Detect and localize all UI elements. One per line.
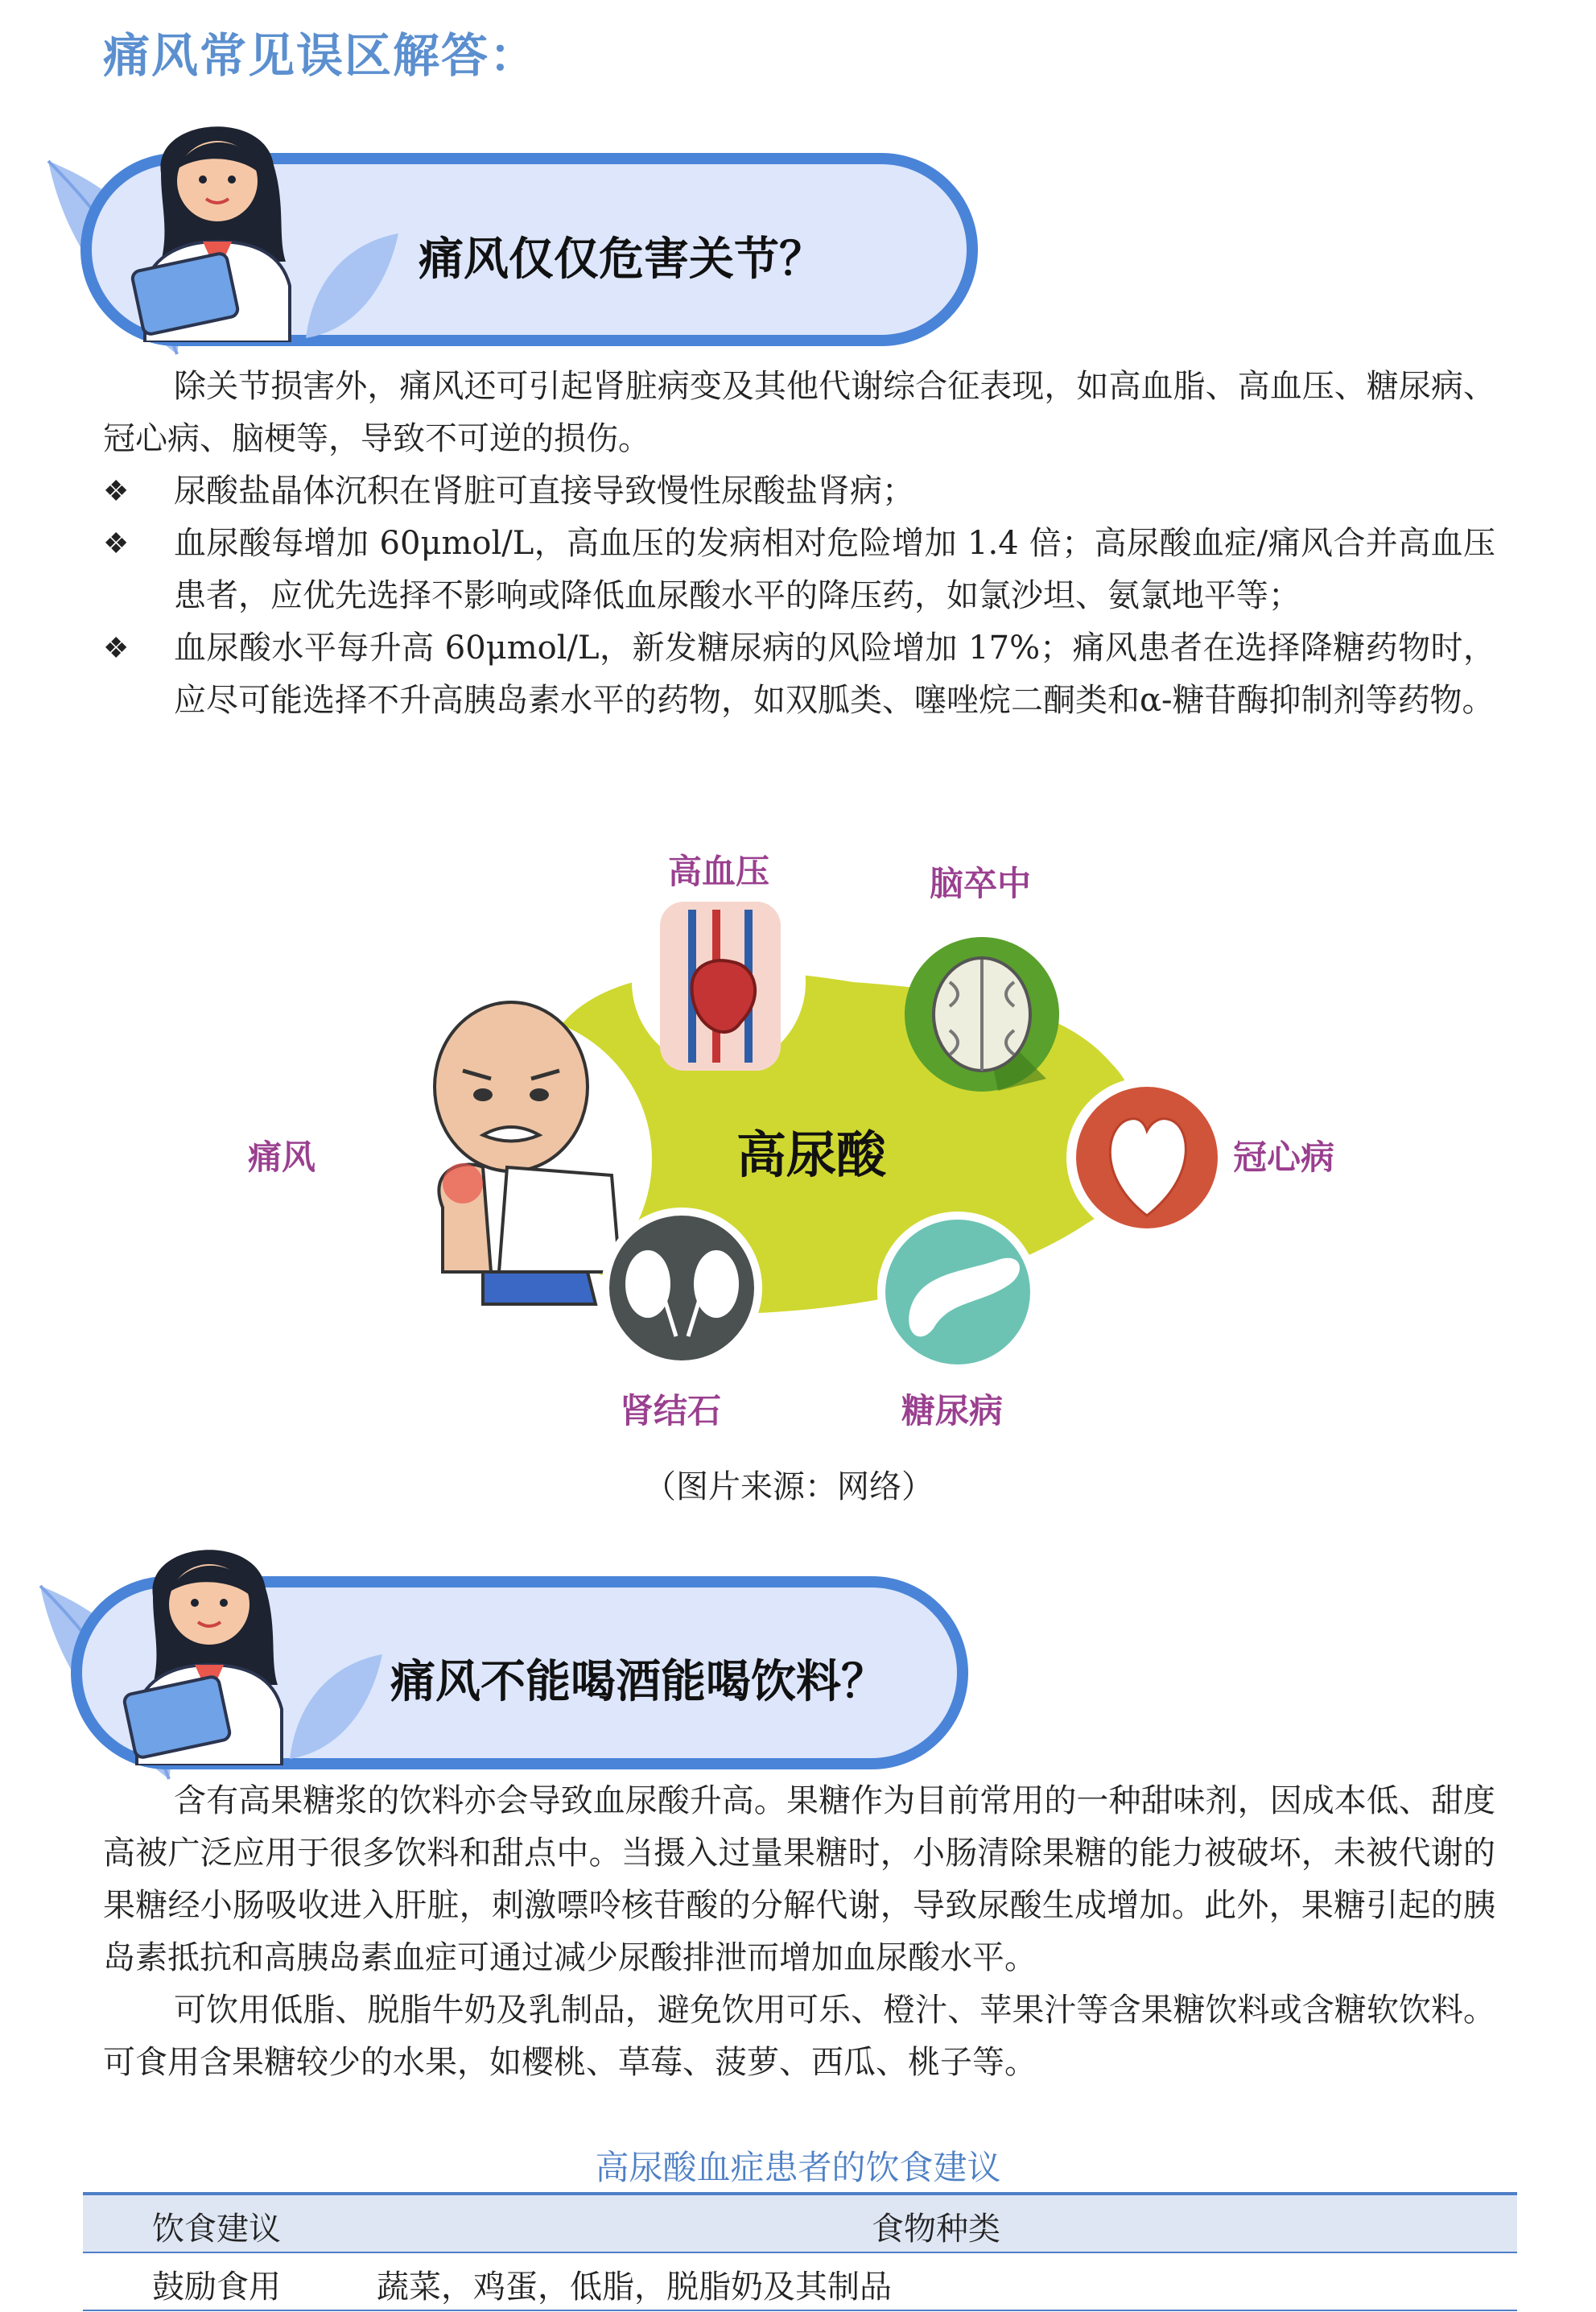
table-header-cell: 食物种类 [872, 2211, 1000, 2248]
section1-intro-text: 除关节损害外，痛风还可引起肾脏病变及其他代谢综合征表现，如高血脂、高血压、糖尿病、冠心病、脑梗等，导致不可逆的损伤。 [103, 368, 1495, 457]
bullet-icon: ❖ [103, 527, 130, 560]
section2-para2-text: 可饮用低脂、脱脂牛奶及乳制品，避免饮用可乐、橙汁、苹果汁等含果糖饮料或含糖软饮料。可食用含果糖较少的水果，如樱桃、草莓、菠萝、西瓜、桃子等。 [103, 1992, 1495, 2081]
label-diabetes: 糖尿病 [901, 1391, 1004, 1431]
list-item [103, 518, 1495, 622]
bullet-text: 尿酸盐晶体沉积在肾脏可直接导致慢性尿酸盐肾病； [174, 473, 914, 510]
table-cell: 鼓励食用 [152, 2269, 281, 2306]
center-label: 高尿酸 [736, 1125, 887, 1184]
label-stroke: 脑卒中 [930, 864, 1032, 903]
table-header-cell: 饮食建议 [152, 2211, 281, 2248]
list-item [103, 465, 1495, 518]
image-caption: （图片来源：网络） [644, 1468, 934, 1505]
section2-para1-text: 含有高果糖浆的饮料亦会导致血尿酸升高。果糖作为目前常用的一种甜味剂，因成本低、甜度高被广泛应用于很多饮料和甜点中。当摄入过量果糖时，小肠清除果糖的能力被破坏，未被代谢的果糖经小肠吸收进入肝脏，刺激嘌呤核苷酸的分解代谢，导致尿酸生成增加。此外，果糖引起的胰岛素抵抗和高胰岛素血症可通过减少尿酸排泄而增加血尿酸水平。 [103, 1782, 1495, 1976]
diet-table [83, 2192, 1517, 2311]
kidney-icon [601, 1208, 762, 1369]
page-title: 痛风常见误区解答： [103, 28, 538, 83]
table-cell: 蔬菜，鸡蛋，低脂，脱脂奶及其制品 [377, 2269, 892, 2306]
list-item [103, 622, 1495, 779]
section1-intro [103, 361, 1495, 465]
section2-para1 [103, 1775, 1495, 1984]
brain-icon [905, 937, 1059, 1092]
doctor-icon [113, 101, 330, 342]
bullet-text: 血尿酸水平每升高 60μmol/L，新发糖尿病的风险增加 17%；痛风患者在选择降糖药物时，应尽可能选择不升高胰岛素水平的药物，如双胍类、噻唑烷二酮类和α-糖苷酶抑制剂等药物。 [174, 630, 1495, 719]
doctor-icon [105, 1524, 322, 1765]
section2-para2 [103, 1984, 1495, 2089]
table-row [83, 2253, 1517, 2311]
bullet-icon: ❖ [103, 475, 130, 508]
heart-icon [1066, 1077, 1227, 1238]
label-coronary: 冠心病 [1233, 1137, 1335, 1177]
bullet-icon: ❖ [103, 632, 130, 665]
label-kidney-stone: 肾结石 [620, 1391, 722, 1431]
section1-title: 痛风仅仅危害关节？ [419, 233, 824, 286]
table-title: 高尿酸血症患者的饮食建议 [595, 2148, 1001, 2187]
bullet-text: 血尿酸每增加 60μmol/L，高血压的发病相对危险增加 1.4 倍；高尿酸血症/痛风合并高血压患者，应优先选择不影响或降低血尿酸水平的降压药，如氯沙坦、氨氯地平等； [174, 525, 1495, 614]
hyperuricemia-diagram [241, 821, 1368, 1441]
label-hypertension: 高血压 [668, 852, 770, 891]
table-header-row [83, 2192, 1517, 2253]
pancreas-icon [877, 1212, 1038, 1373]
label-gout: 痛风 [248, 1137, 316, 1177]
section2-title: 痛风不能喝酒能喝饮料？ [390, 1656, 886, 1708]
